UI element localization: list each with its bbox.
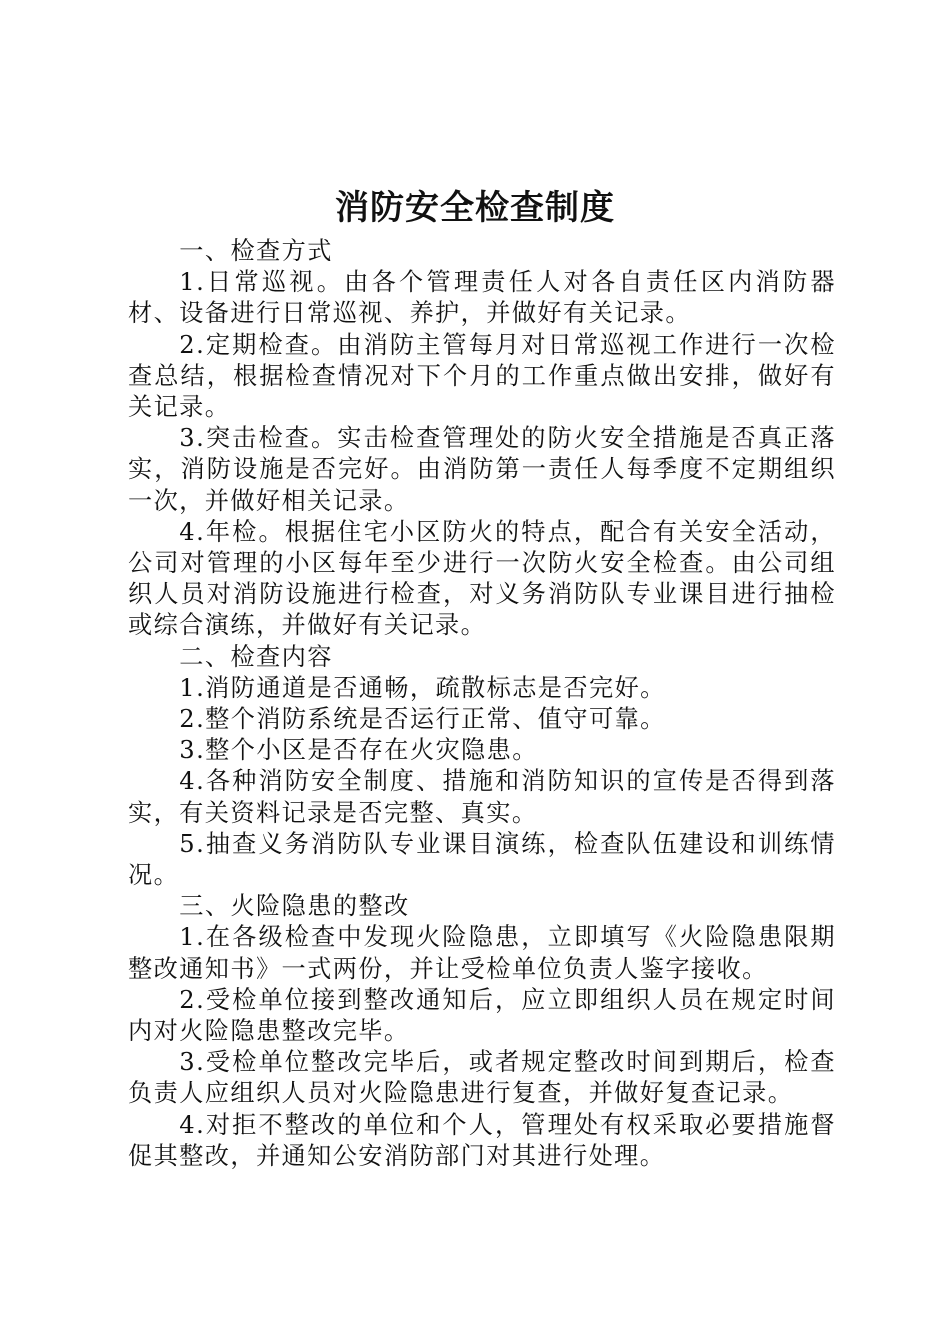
paragraph: 3.突击检查。实击检查管理处的防火安全措施是否真正落实，消防设施是否完好。由消防第一责任人每季度不定期组织一次，并做好相关记录。 (128, 424, 836, 515)
section-heading: 二、检查内容 (179, 642, 333, 671)
section-heading: 三、火险隐患的整改 (179, 892, 410, 921)
paragraph: 3.整个小区是否存在火灾隐患。 (179, 736, 538, 765)
paragraph: 3.受检单位整改完毕后，或者规定整改时间到期后，检查负责人应组织人员对火险隐患进行复查，并做好复查记录。 (128, 1048, 836, 1108)
document-body (128, 236, 836, 1172)
paragraph: 4.年检。根据住宅小区防火的特点，配合有关安全活动，公司对管理的小区每年至少进行一次防火安全检查。由公司组织人员对消防设施进行检查，对义务消防队专业课目进行抽检或综合演练，并做好有关记录。 (128, 517, 836, 640)
paragraph: 4.对拒不整改的单位和个人，管理处有权采取必要措施督促其整改，并通知公安消防部门对其进行处理。 (128, 1110, 836, 1170)
section-heading: 一、检查方式 (179, 237, 333, 265)
paragraph: 2.受检单位接到整改通知后，应立即组织人员在规定时间内对火险隐患整改完毕。 (128, 985, 836, 1046)
paragraph: 1.在各级检查中发现火险隐患，立即填写《火险隐患限期整改通知书》一式两份，并让受检单位负责人鉴字接收。 (128, 923, 836, 983)
document-title: 消防安全检查制度 (335, 188, 615, 228)
paragraph: 4.各种消防安全制度、措施和消防知识的宣传是否得到落实，有关资料记录是否完整、真实。 (128, 767, 836, 827)
paragraph: 5.抽查义务消防队专业课目演练，检查队伍建设和训练情况。 (128, 829, 836, 890)
paragraph: 2.定期检查。由消防主管每月对日常巡视工作进行一次检查总结，根据检查情况对下个月的工作重点做出安排，做好有关记录。 (128, 330, 836, 422)
paragraph: 1.消防通道是否通畅，疏散标志是否完好。 (179, 673, 666, 702)
paragraph: 1.日常巡视。由各个管理责任人对各自责任区内消防器材、设备进行日常巡视、养护，并做好有关记录。 (128, 268, 836, 328)
paragraph: 2.整个消防系统是否运行正常、值守可靠。 (179, 705, 666, 734)
